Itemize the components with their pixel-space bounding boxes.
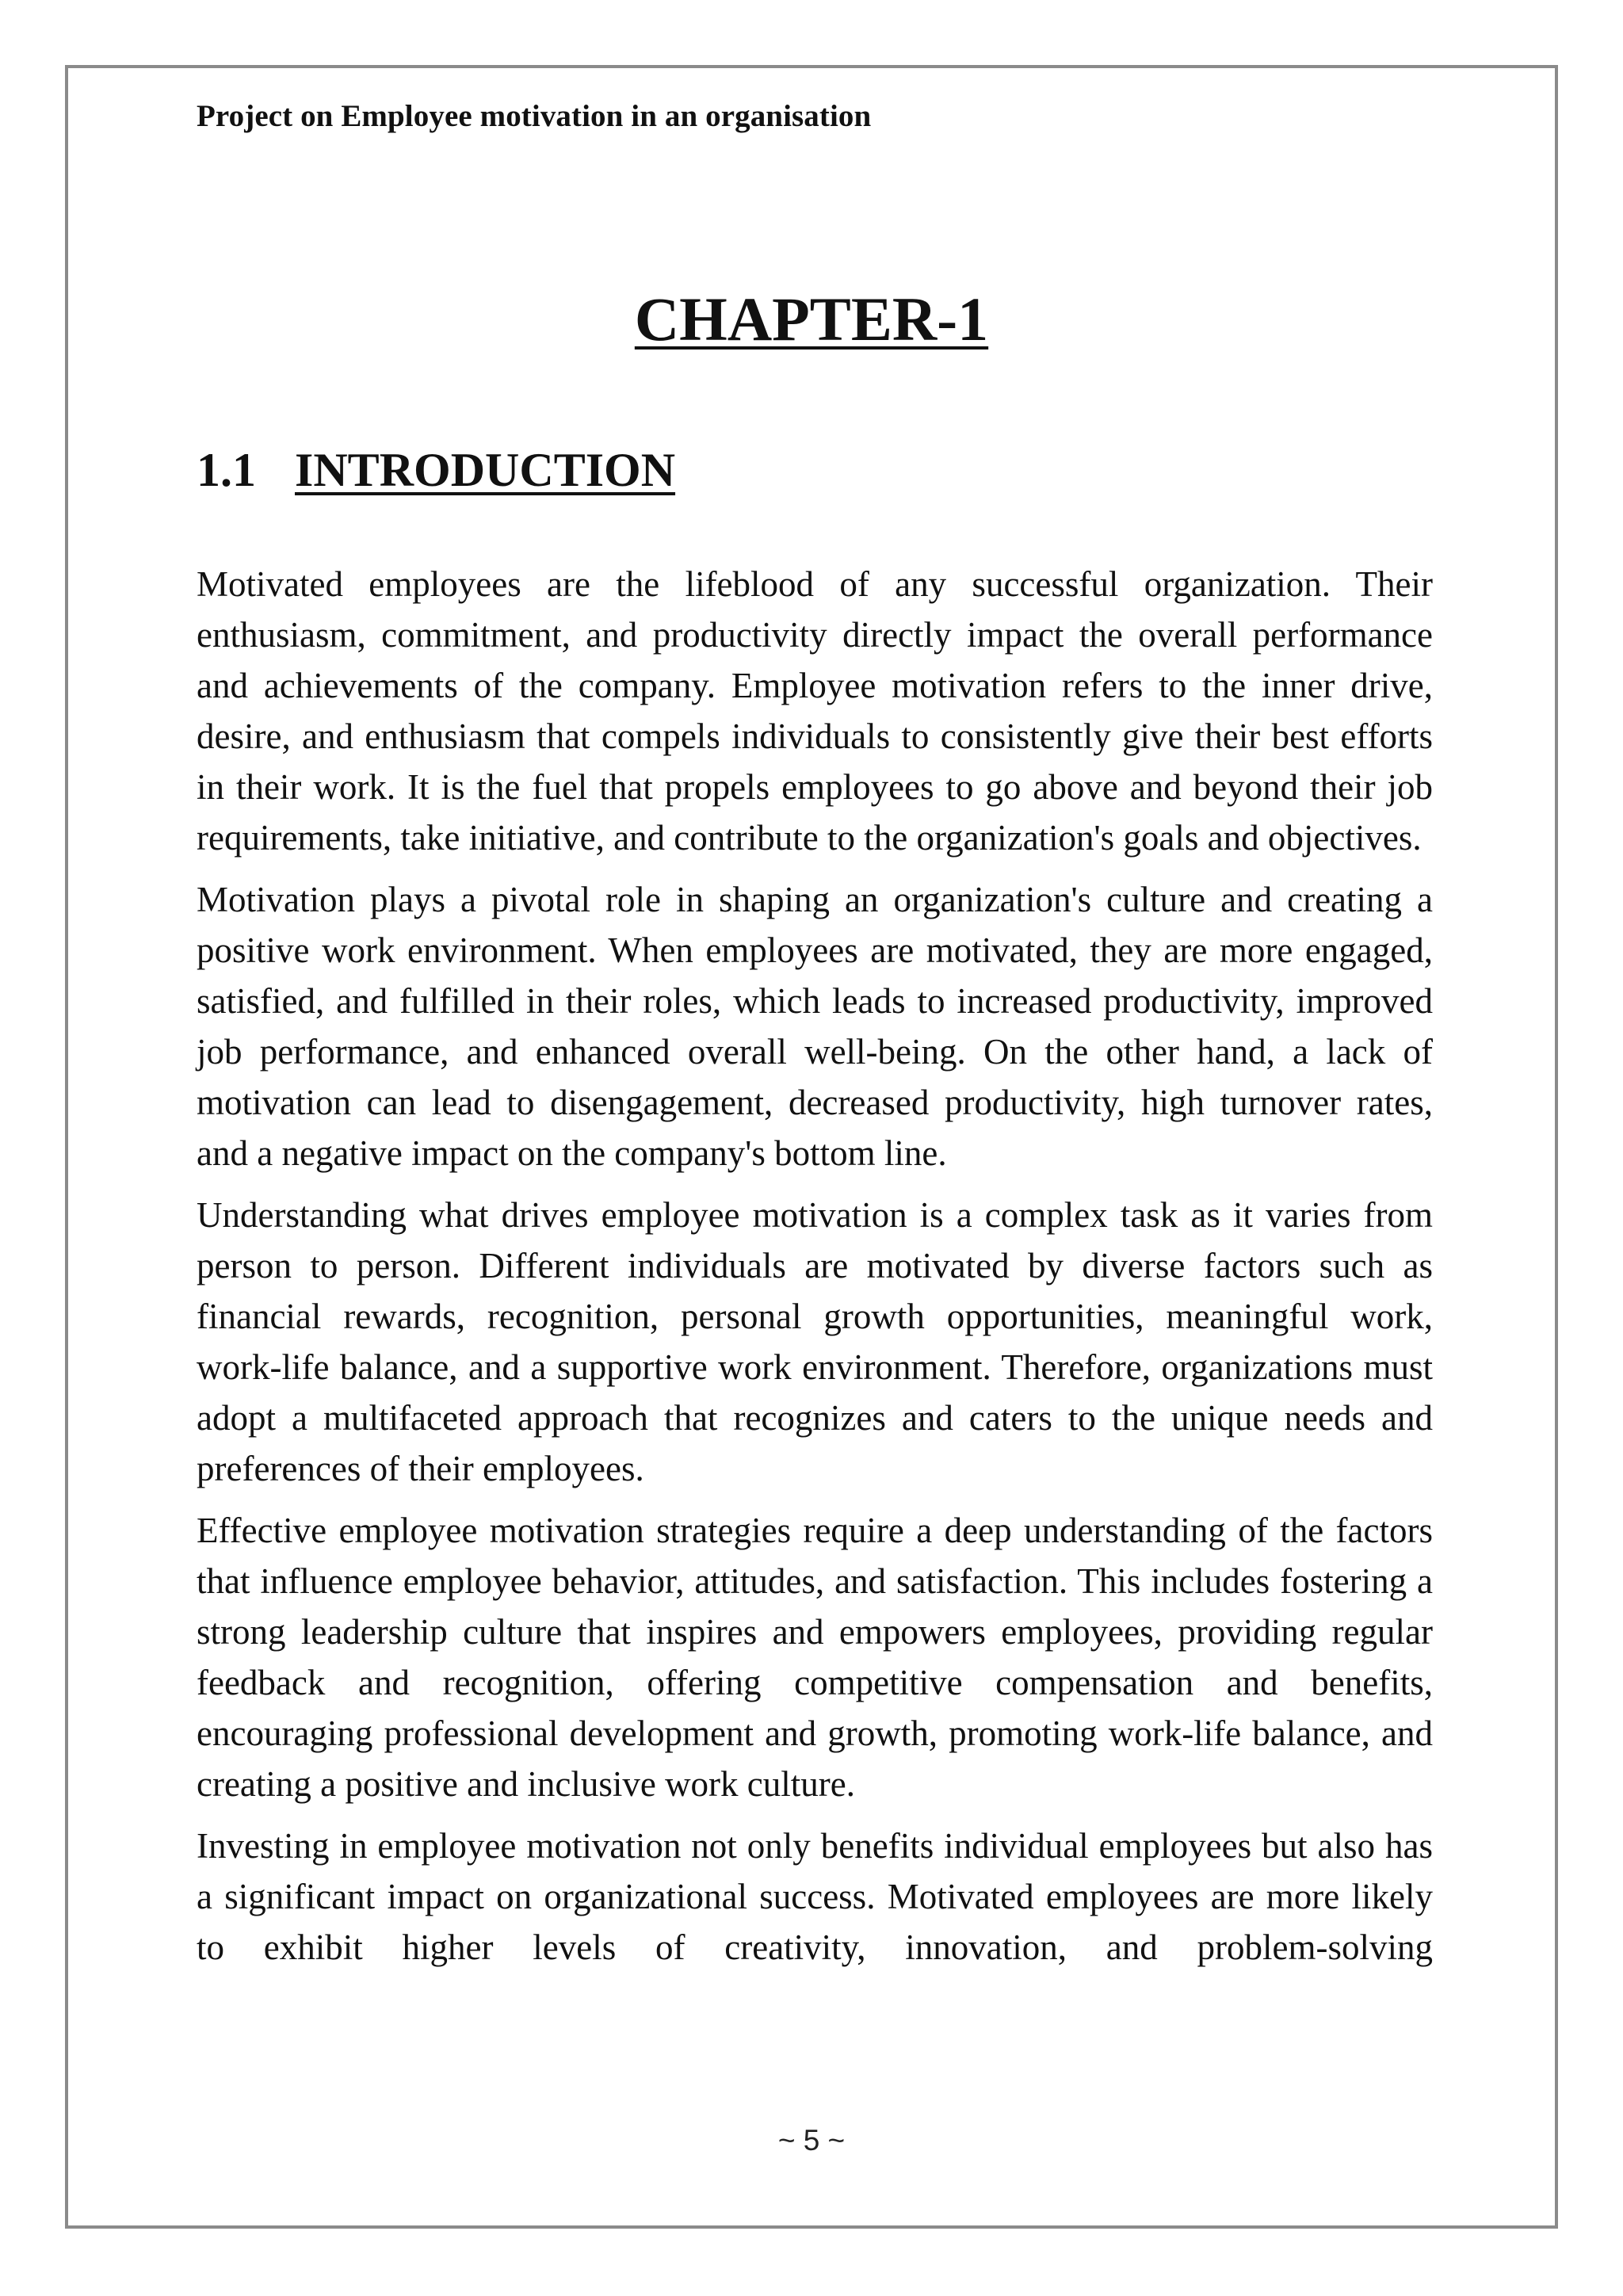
section-number: 1.1 <box>197 444 256 496</box>
paragraph: Effective employee motivation strategies require a deep understanding of the factors that influence employee behavior, attitudes, and satisfaction. This includes fostering a strong leadership culture that inspires and empowers employees, providing regular feedback and recognition, offering competitive compensation and benefits, encouraging professional development and growth, promoting work-life balance, and creating a positive and inclusive work culture. <box>197 1511 1433 1804</box>
paragraph: Motivation plays a pivotal role in shaping an organization's culture and creating a positive work environment. When employees are motivated, they are more engaged, satisfied, and fulfilled in their roles, which leads to increased productivity, improved job performance, and enhanced overall well-being. On the other hand, a lack of motivation can lead to disengagement, decreased productivity, high turnover rates, and a negative impact on the company's bottom line. <box>197 880 1433 1173</box>
running-header: Project on Employee motivation in an organisation <box>197 99 872 133</box>
chapter-title <box>0 285 1623 353</box>
paragraph: Understanding what drives employee motivation is a complex task as it varies from person to person. Different individuals are motivated by diverse factors such as financial rewards, recognition, personal growth opportunities, meaningful work, work-life balance, and a supportive work environment. Therefore, organizations must adopt a multifaceted approach that recognizes and caters to the unique needs and preferences of their employees. <box>197 1195 1433 1488</box>
section-heading <box>197 444 675 496</box>
paragraph: Motivated employees are the lifeblood of any successful organization. Their enthusiasm, commitment, and productivity directly impact the overall performance and achievements of the company. Employee motivation refers to the inner drive, desire, and enthusiasm that compels individuals to consistently give their best efforts in their work. It is the fuel that propels employees to go above and beyond their job requirements, take initiative, and contribute to the organization's goals and objectives. <box>197 564 1433 858</box>
section-title: INTRODUCTION <box>295 444 676 496</box>
page-number: ~ 5 ~ <box>777 2124 846 2157</box>
paragraph: Investing in employee motivation not only benefits individual employees but also has a significant impact on organizational success. Motivated employees are more likely to exhibit higher levels of creativity, innovation, and problem-solving <box>197 1826 1433 1967</box>
chapter-title-text: CHAPTER-1 <box>634 285 989 353</box>
body-text <box>197 559 1433 1984</box>
